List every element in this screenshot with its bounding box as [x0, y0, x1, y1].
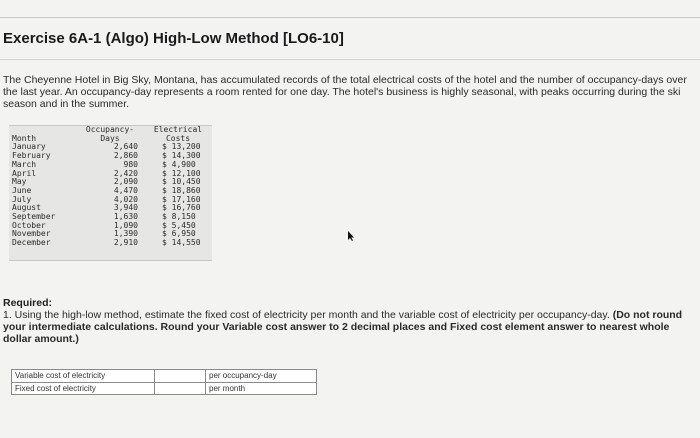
- cost-cell: $ 10,450: [162, 177, 201, 187]
- cost-cell: $ 12,100: [162, 168, 201, 178]
- title-divider: [0, 59, 700, 60]
- header-month: Month: [12, 133, 37, 143]
- cost-data-table: [9, 125, 212, 261]
- days-cell: 2,910: [113, 238, 138, 248]
- cost-cell: $ 8,150: [162, 212, 196, 222]
- intro-paragraph: The Cheyenne Hotel in Big Sky, Montana, has accumulated records of the total electrical costs of the hotel and the number of occupancy-days over the last year. An occupancy-day represents a room rented for one day. The hotel's business is highly seasonal, with peaks occurring during the ski season and in the summer.: [3, 74, 687, 110]
- cost-cell: $ 5,450: [162, 220, 196, 230]
- fixed-cost-label: Fixed cost of electricity: [12, 382, 155, 395]
- month-cell: October: [12, 220, 46, 230]
- days-cell: 4,020: [113, 194, 138, 204]
- cost-cell: $ 16,760: [162, 203, 201, 213]
- header-days-top: Occupancy-: [85, 125, 135, 134]
- month-cell: September: [12, 212, 56, 222]
- days-cell: 2,420: [113, 168, 138, 178]
- month-cell: January: [12, 142, 46, 152]
- month-cell: June: [12, 185, 32, 195]
- variable-cost-unit: per occupancy-day: [206, 370, 317, 383]
- month-cell: August: [12, 203, 41, 213]
- days-cell: 2,640: [113, 142, 138, 152]
- variable-cost-input[interactable]: [155, 370, 205, 380]
- cost-cell: $ 18,860: [162, 185, 201, 195]
- header-days: Days: [100, 133, 120, 143]
- days-cell: 2,860: [113, 151, 138, 161]
- header-cost-top: Electrical: [153, 125, 203, 134]
- variable-cost-cell: [155, 370, 206, 383]
- required-label: Required:: [3, 297, 53, 309]
- month-cell: December: [12, 238, 51, 248]
- top-divider: [0, 17, 700, 18]
- fixed-cost-input[interactable]: [155, 383, 205, 393]
- mouse-pointer-icon: [347, 231, 355, 241]
- header-cost: Costs: [165, 133, 191, 143]
- variable-cost-label: Variable cost of electricity: [12, 370, 155, 383]
- answer-row-fixed: [12, 382, 317, 395]
- month-cell: April: [12, 168, 37, 178]
- cost-cell: $ 17,160: [162, 194, 201, 204]
- month-cell: May: [12, 177, 27, 187]
- days-cell: 1,390: [113, 229, 138, 239]
- month-cell: February: [12, 151, 51, 161]
- month-cell: November: [12, 229, 51, 239]
- cost-cell: $ 13,200: [162, 142, 201, 152]
- month-cell: July: [12, 194, 32, 204]
- cost-cell: $ 6,950: [162, 229, 196, 239]
- cost-cell: $ 14,550: [162, 238, 201, 248]
- month-cell: March: [12, 159, 37, 169]
- exercise-title: Exercise 6A-1 (Algo) High-Low Method [LO6-10]: [3, 30, 344, 47]
- rounding-instruction: (Do not round your intermediate calculations. Round your Variable cost answer to 2 decimal places and Fixed cost element answer to nearest whole dollar amount.): [3, 309, 683, 345]
- answer-table: [11, 369, 317, 395]
- question-text: [3, 309, 693, 345]
- days-cell: 1,630: [113, 212, 138, 222]
- cost-cell: $ 4,900: [162, 159, 196, 169]
- days-cell: 4,470: [113, 185, 138, 195]
- answer-row-variable: [12, 370, 317, 383]
- days-cell: 980: [123, 159, 138, 169]
- question-main: 1. Using the high-low method, estimate the fixed cost of electricity per month and the variable cost of electricity per occupancy-day.: [3, 309, 610, 321]
- fixed-cost-cell: [155, 382, 206, 395]
- days-cell: 3,940: [113, 203, 138, 213]
- days-cell: 2,090: [113, 177, 138, 187]
- fixed-cost-unit: per month: [206, 382, 317, 395]
- cost-cell: $ 14,300: [162, 151, 201, 161]
- table-row: [9, 239, 212, 248]
- days-cell: 1,090: [113, 220, 138, 230]
